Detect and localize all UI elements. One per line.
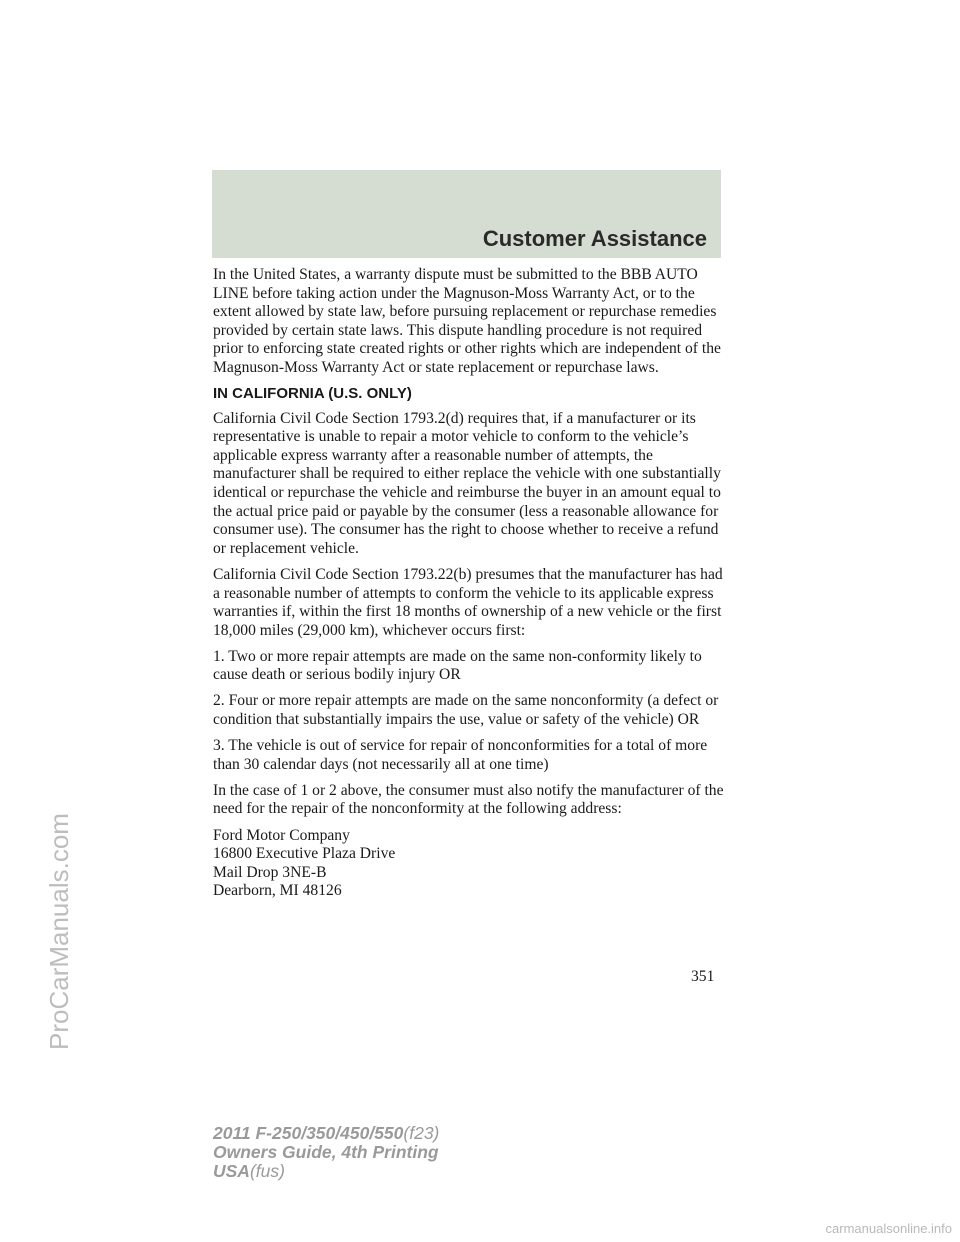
page-number: 351 — [691, 968, 715, 985]
california-paragraph-1: California Civil Code Section 1793.2(d) requires that, if a manufacturer or its representative is unable to repair a motor vehicle to conform to the vehicle’s applicable express warranty after a reasonable number of attempts, the manufacturer shall be required to either replace the vehicle with one substantially identical or repurchase the vehicle and reimburse the buyer in an amount equal to the actual price paid or payable by the consumer (less a reasonable allowance for consumer use). The consumer has the right to choose whether to receive a refund or replacement vehicle. — [213, 409, 721, 557]
footer-market-code: (fus) — [249, 1161, 285, 1181]
address-block — [213, 827, 725, 901]
footer-model-code: (f23) — [403, 1123, 440, 1143]
side-watermark: ProCarManuals.com — [44, 813, 74, 1050]
footer-line-1 — [213, 1124, 439, 1143]
list-item-1: 1. Two or more repair attempts are made on the same non-conformity likely to cause death or serious bodily injury OR — [213, 647, 702, 684]
footer-guide: Owners Guide, 4th Printing — [213, 1142, 439, 1162]
bottom-watermark: carmanualsonline.info — [825, 1221, 952, 1236]
address-line-1: Ford Motor Company — [213, 826, 350, 844]
list-item-3: 3. The vehicle is out of service for repair of nonconformities for a total of more than 30 calendar days (not necessarily all at one time) — [213, 737, 708, 773]
address-line-2: 16800 Executive Plaza Drive — [213, 845, 396, 863]
california-heading: IN CALIFORNIA (U.S. ONLY) — [213, 385, 412, 403]
section-title: Customer Assistance — [482, 226, 707, 251]
address-line-4: Dearborn, MI 48126 — [213, 882, 342, 900]
footer-market: USA — [213, 1161, 250, 1181]
footer-model: 2011 F-250/350/450/550 — [213, 1123, 404, 1143]
footer-line-2 — [213, 1143, 439, 1162]
footer-imprint — [213, 1124, 439, 1181]
section-header-band — [212, 170, 721, 258]
list-item-2: 2. Four or more repair attempts are made on the same nonconformity (a defect or condition that substantially impairs the use, value or safety of the vehicle) OR — [213, 692, 719, 729]
california-paragraph-2: California Civil Code Section 1793.22(b) presumes that the manufacturer has had a reasonable number of attempts to conform the vehicle to its applicable express warranties if, within the first 18 months of ownership of a new vehicle or the first 18,000 miles (29,000 km), whichever occurs first: — [213, 565, 723, 639]
intro-paragraph: In the United States, a warranty dispute must be submitted to the BBB AUTO LINE before taking action under the Magnuson-Moss Warranty Act, or to the extent allowed by state law, before pursuing replacement or repurchase remedies provided by certain state laws. This dispute handling procedure is not required prior to enforcing state created rights or other rights which are independent of the Magnuson-Moss Warranty Act or state replacement or repurchase laws. — [213, 266, 721, 376]
address-line-3: Mail Drop 3NE-B — [213, 863, 327, 881]
page-content — [213, 266, 725, 908]
footer-line-3 — [213, 1162, 439, 1181]
notify-paragraph: In the case of 1 or 2 above, the consumer must also notify the manufacturer of the need for the repair of the nonconformity at the following address: — [213, 781, 724, 818]
